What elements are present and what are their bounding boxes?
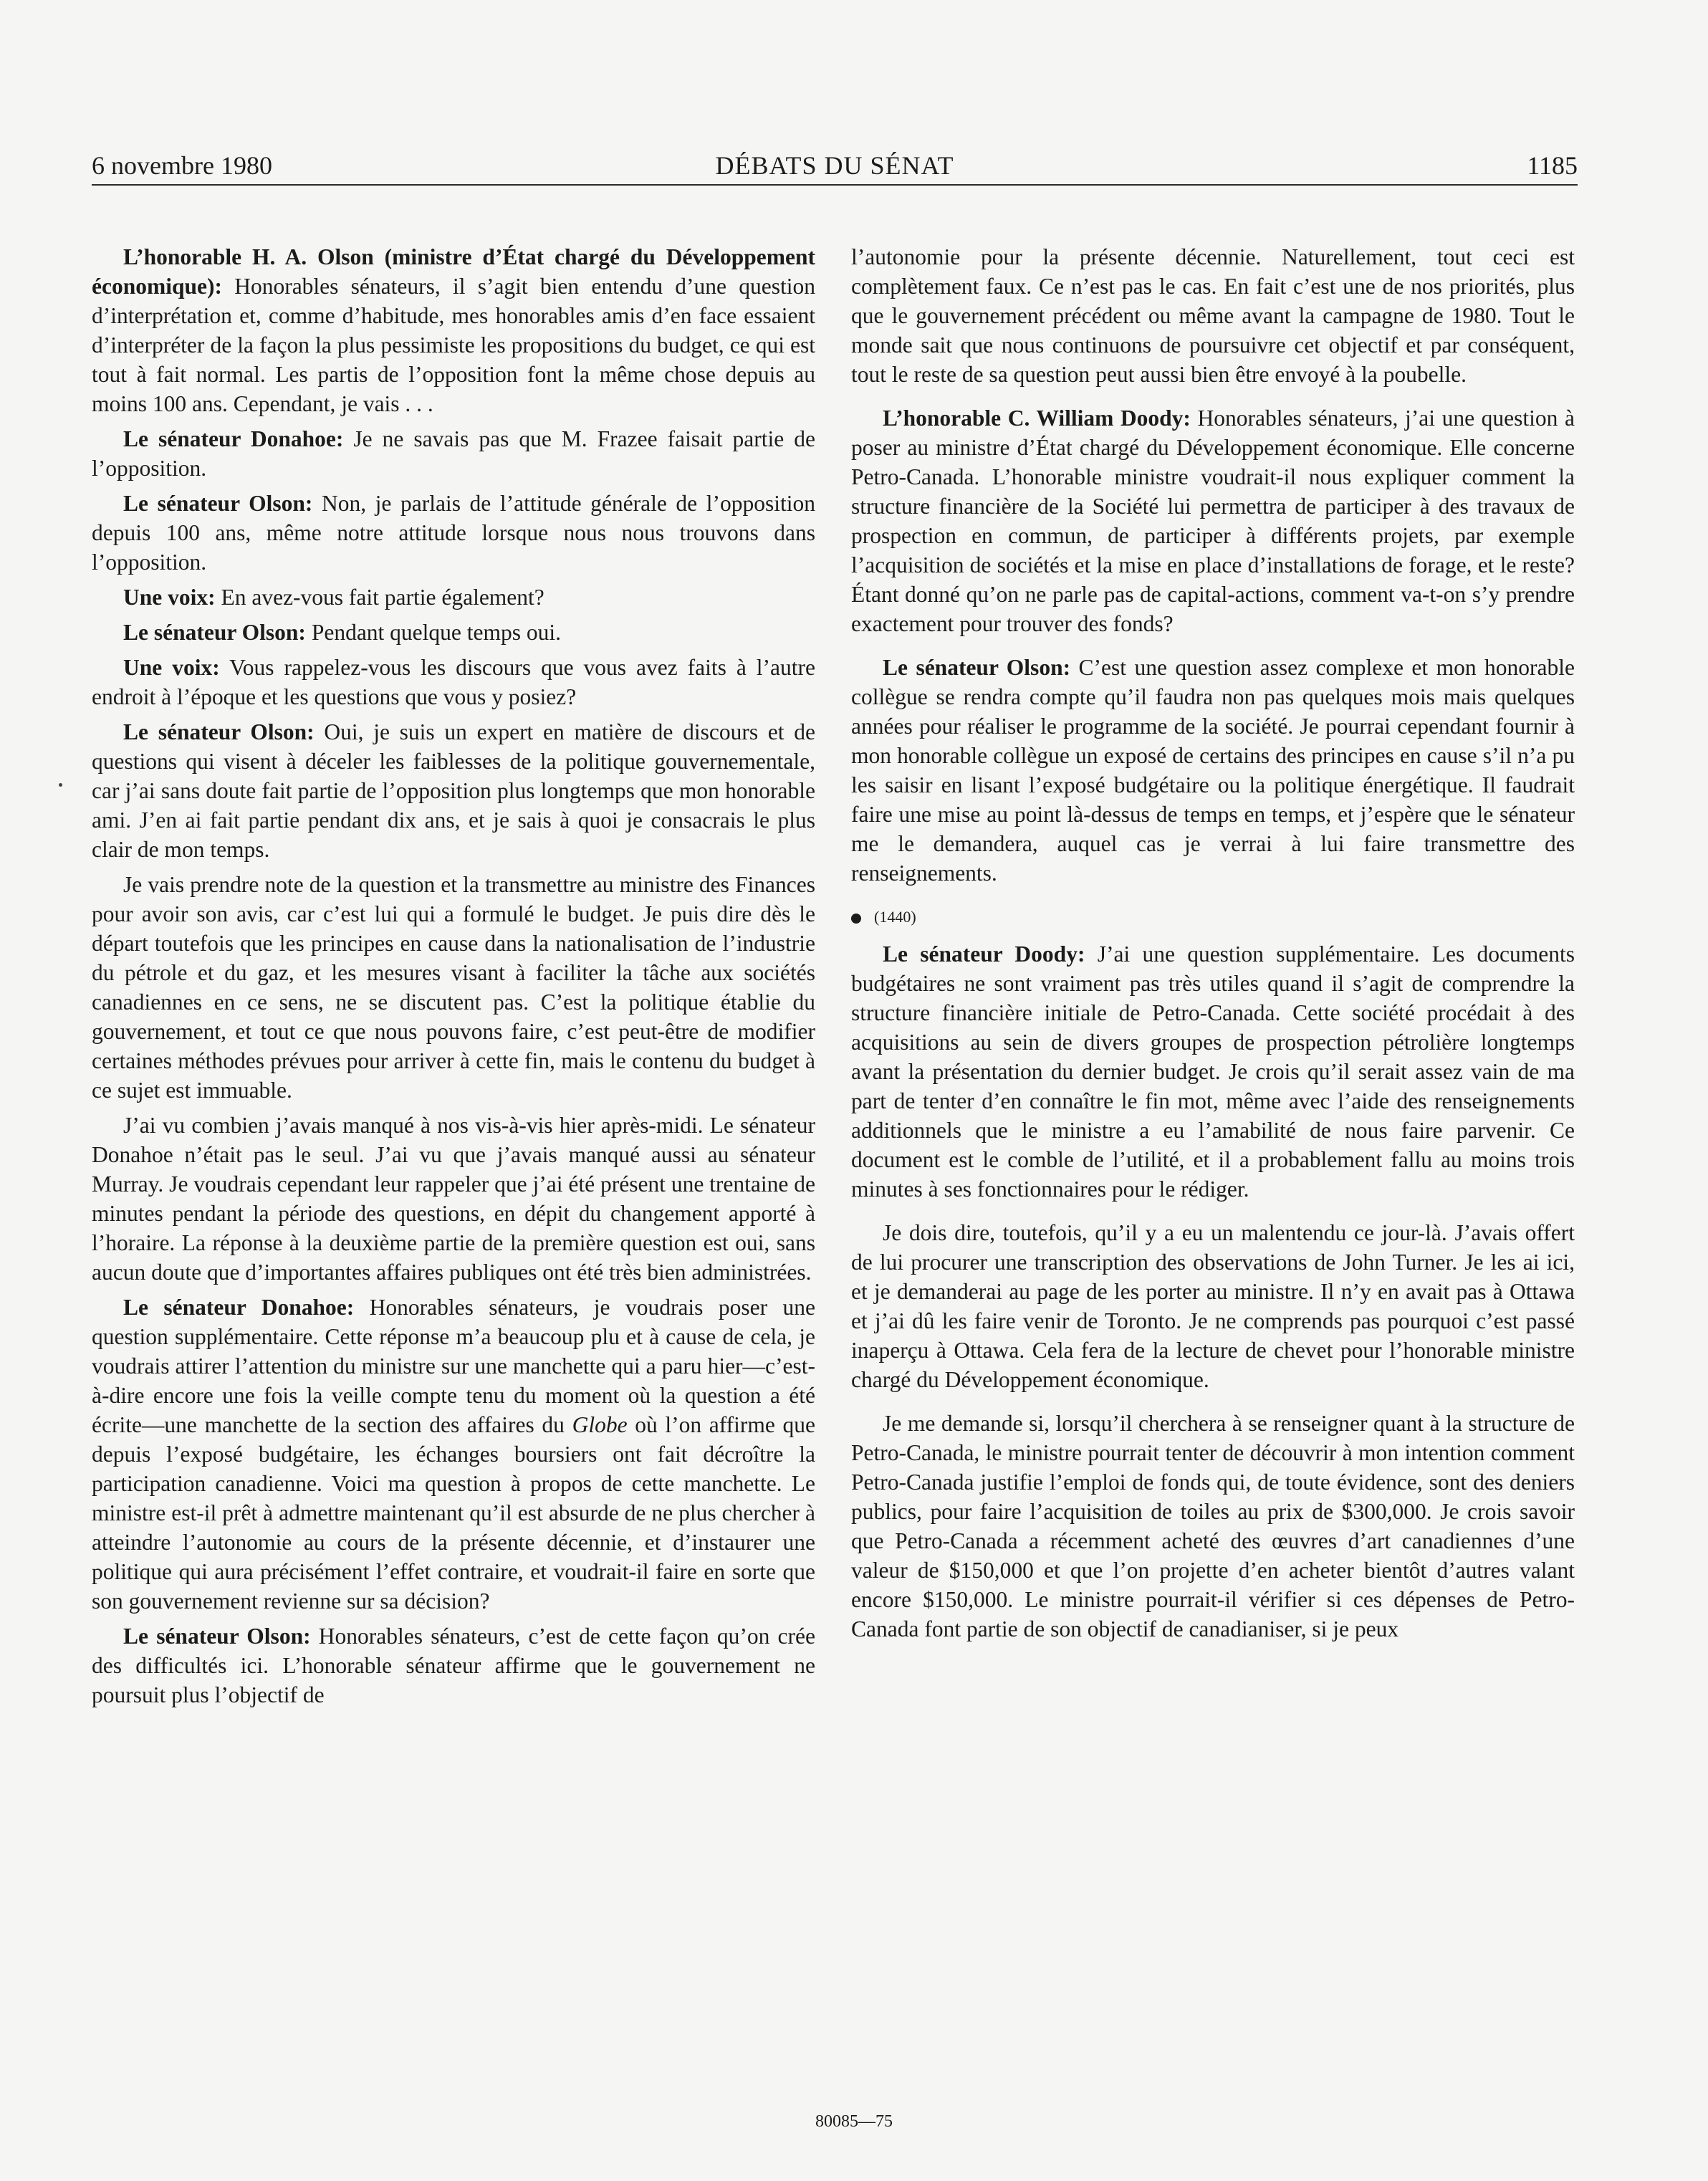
- paragraph: [92, 1293, 815, 1616]
- speaker-name: Le sénateur Olson:: [123, 491, 313, 516]
- paragraph: [92, 1621, 815, 1710]
- speech-text: Honorables sénateurs, j’ai une question à poser au ministre d’État chargé du Développement économique. Elle concerne Petro-Canada. L’honorable ministre voudrait-il nous expliquer comment la structure financière de la Société lui permettra de participer à des travaux de prospection en commun, de participer à différents projets, par exemple l’acquisition de sociétés et la mise en place d’installations de forage, et le reste? Étant donné qu’on ne parle pas de capital-actions, comment va-t-on s’y prendre exactement pour trouver des fonds?: [851, 406, 1575, 636]
- left-column: [92, 242, 815, 1715]
- header-date: 6 novembre 1980: [92, 151, 272, 180]
- speaker-name: Le sénateur Olson:: [123, 1624, 311, 1649]
- speaker-name: L’honorable H. A. Olson (ministre d’État chargé du Développement économique):: [92, 244, 815, 299]
- speech-text: Je me demande si, lorsqu’il cherchera à se renseigner quant à la structure de Petro-Canada, le ministre pourrait tenter de découvrir à mon intention comment Petro-Canada justifie l’emploi de fonds qui, de toute évidence, sont des deniers publics, pour faire l’acquisition de toiles au prix de $300,000. Je crois savoir que Petro-Canada a récemment acheté des œuvres d’art canadiennes d’une valeur de $150,000 et que l’on projette d’en acheter bientôt d’autres valant encore $150,000. Le ministre pourrait-il vérifier si ces dépenses de Petro-Canada font partie de son objectif de canadianiser, si je peux: [851, 1411, 1575, 1641]
- paragraph: [92, 424, 815, 483]
- speaker-name: Le sénateur Donahoe:: [123, 426, 344, 451]
- margin-mark: [59, 783, 62, 787]
- paragraph: [92, 242, 815, 418]
- paragraph: [92, 489, 815, 577]
- speech-text: où l’on affirme que depuis l’exposé budgétaire, les échanges boursiers ont fait décroître la participation canadienne. Voici ma question à propos de cette manchette. Le ministre est-il prêt à admettre maintenant qu’il est absurde de ne plus chercher à atteindre l’autonomie au cours de la présente décennie, et d’instaurer une politique qui aura précisément l’effet contraire, et voudrait-il faire en sorte que son gouvernement revienne sur sa décision?: [92, 1412, 815, 1614]
- paragraph: [92, 717, 815, 864]
- speech-text: Oui, je suis un expert en matière de discours et de questions qui visent à déceler les faiblesses de la politique gouvernementale, car j’ai sans doute fait partie de l’opposition plus longtemps que mon honorable ami. J’en ai fait partie pendant dix ans, et je sais à quoi je consacrais le plus clair de mon temps.: [92, 719, 815, 862]
- right-column: [851, 242, 1575, 1649]
- speech-text: Non, je parlais de l’attitude générale de l’opposition depuis 100 ans, même notre attitude lorsque nous nous trouvons dans l’opposition.: [92, 491, 815, 575]
- speaker-name: Le sénateur Olson:: [123, 719, 315, 744]
- speaker-name: L’honorable C. William Doody:: [883, 406, 1191, 431]
- speech-text: Je ne savais pas que M. Frazee faisait partie de l’opposition.: [92, 426, 815, 481]
- paragraph: [92, 870, 815, 1105]
- speech-text: En avez-vous fait partie également?: [215, 585, 544, 610]
- speaker-name: Une voix:: [123, 585, 216, 610]
- paragraph: [851, 939, 1575, 1204]
- page-number: 1185: [1527, 151, 1578, 180]
- speaker-name: Le sénateur Olson:: [883, 655, 1071, 680]
- speech-text: Je dois dire, toutefois, qu’il y a eu un malentendu ce jour-là. J’avais offert de lui procurer une transcription des observations de John Turner. Je les ai ici, et je demanderai au page de les porter au ministre. Il n’y en avait pas à Ottawa et j’ai dû les faire venir de Toronto. Je ne comprends pas pourquoi c’est passé inaperçu à Ottawa. Cela fera de la lecture de chevet pour l’honorable ministre chargé du Développement économique.: [851, 1220, 1575, 1392]
- speaker-name: Une voix:: [123, 655, 220, 680]
- header-title: DÉBATS DU SÉNAT: [715, 151, 954, 180]
- paragraph: [851, 242, 1575, 389]
- speech-text: Honorables sénateurs, je voudrais poser une question supplémentaire. Cette réponse m’a beaucoup plu et à cause de cela, je voudrais attirer l’attention du ministre sur une manchette qui a paru hier—c’est-à-dire encore une fois la veille compte tenu du moment où la question a été écrite—une manchette de la section des affaires du: [92, 1295, 815, 1437]
- speech-text: C’est une question assez complexe et mon honorable collègue se rendra compte qu’il faudra non pas quelques mois mais quelques années pour réaliser le programme de la société. Je pourrai cependant fournir à mon honorable collègue un exposé de certains des principes en cause s’il n’a pu les saisir en lisant l’exposé budgétaire ou la politique énergétique. Il faudrait faire une mise au point là-dessus de temps en temps, et j’espère que le sénateur me le demandera, auquel cas je verrai à lui faire transmettre des renseignements.: [851, 655, 1575, 886]
- speech-text: Vous rappelez-vous les discours que vous avez faits à l’autre endroit à l’époque et les questions que vous y posiez?: [92, 655, 815, 709]
- speech-text: Je vais prendre note de la question et la transmettre au ministre des Finances pour avoir son avis, car c’est lui qui a formulé le budget. Je puis dire dès le départ toutefois que les principes en cause dans la nationalisation de l’industrie du pétrole et du gaz, et les mesures visant à faciliter la tâche aux sociétés canadiennes en ce sens, ne se discutent pas. C’est la politique établie du gouvernement, et tout ce que nous pouvons faire, c’est peut-être de modifier certaines méthodes prévues pour arriver à cette fin, mais le contenu du budget à ce sujet est immuable.: [92, 872, 815, 1103]
- time-marker: [851, 906, 1575, 928]
- speech-text: J’ai une question supplémentaire. Les documents budgétaires ne sont vraiment pas très utiles quand il s’agit de comprendre la structure financière initiale de Petro-Canada. Cette société procédait à des acquisitions au sein de divers groupes de prospection pétrolière longtemps avant la présentation du dernier budget. Je crois qu’il serait assez vain de ma part de tenter d’en connaître le fin mot, même avec l’aide des renseignements additionnels que le ministre a eu l’amabilité de nous faire parvenir. Ce document est le comble de l’utilité, et il a probablement fallu au moins trois minutes à ses fonctionnaires pour le rédiger.: [851, 941, 1575, 1202]
- speech-text: Honorables sénateurs, il s’agit bien entendu d’une question d’interprétation et, comme d’habitude, mes honorables amis d’en face essaient d’interpréter de la façon la plus pessimiste les propositions du budget, ce qui est tout à fait normal. Les partis de l’opposition font la même chose depuis au moins 100 ans. Cependant, je vais . . .: [92, 274, 815, 416]
- bullet-icon: [851, 914, 861, 924]
- paragraph: [92, 1111, 815, 1287]
- publication-name: Globe: [572, 1412, 628, 1437]
- paragraph: [851, 1218, 1575, 1394]
- speaker-name: Le sénateur Olson:: [123, 620, 306, 645]
- paragraph: [851, 403, 1575, 638]
- speaker-name: Le sénateur Donahoe:: [123, 1295, 355, 1320]
- paragraph: [851, 653, 1575, 888]
- paragraph: [851, 1409, 1575, 1644]
- paragraph: [92, 618, 815, 647]
- speech-text: l’autonomie pour la présente décennie. Naturellement, tout ceci est complètement faux. Ce n’est pas le cas. En fait c’est une de nos priorités, plus que le gouvernement précédent ou même avant la campagne de 1980. Tout le monde sait que nous continuons de poursuivre cet objectif et par conséquent, tout le reste de sa question peut aussi bien être envoyé à la poubelle.: [851, 244, 1575, 387]
- page-header: [92, 147, 1578, 186]
- speech-text: Honorables sénateurs, c’est de cette façon qu’on crée des difficultés ici. L’honorable sénateur affirme que le gouvernement ne poursuit plus l’objectif de: [92, 1624, 815, 1707]
- speaker-name: Le sénateur Doody:: [883, 941, 1085, 967]
- paragraph: [92, 653, 815, 711]
- time-marker-text: (1440): [874, 908, 916, 926]
- speech-text: Pendant quelque temps oui.: [305, 620, 562, 645]
- speech-text: J’ai vu combien j’avais manqué à nos vis-à-vis hier après-midi. Le sénateur Donahoe n’était pas le seul. J’ai vu que j’avais manqué aussi au sénateur Murray. Je voudrais cependant leur rappeler que j’ai été présent une trentaine de minutes pendant la période des questions, en dépit du changement apporté à l’horaire. La réponse à la deuxième partie de la première question est oui, sans aucun doute que d’importantes affaires publiques ont été très bien administrées.: [92, 1113, 815, 1285]
- paragraph: [92, 583, 815, 612]
- page-footer: 80085—75: [815, 2112, 893, 2131]
